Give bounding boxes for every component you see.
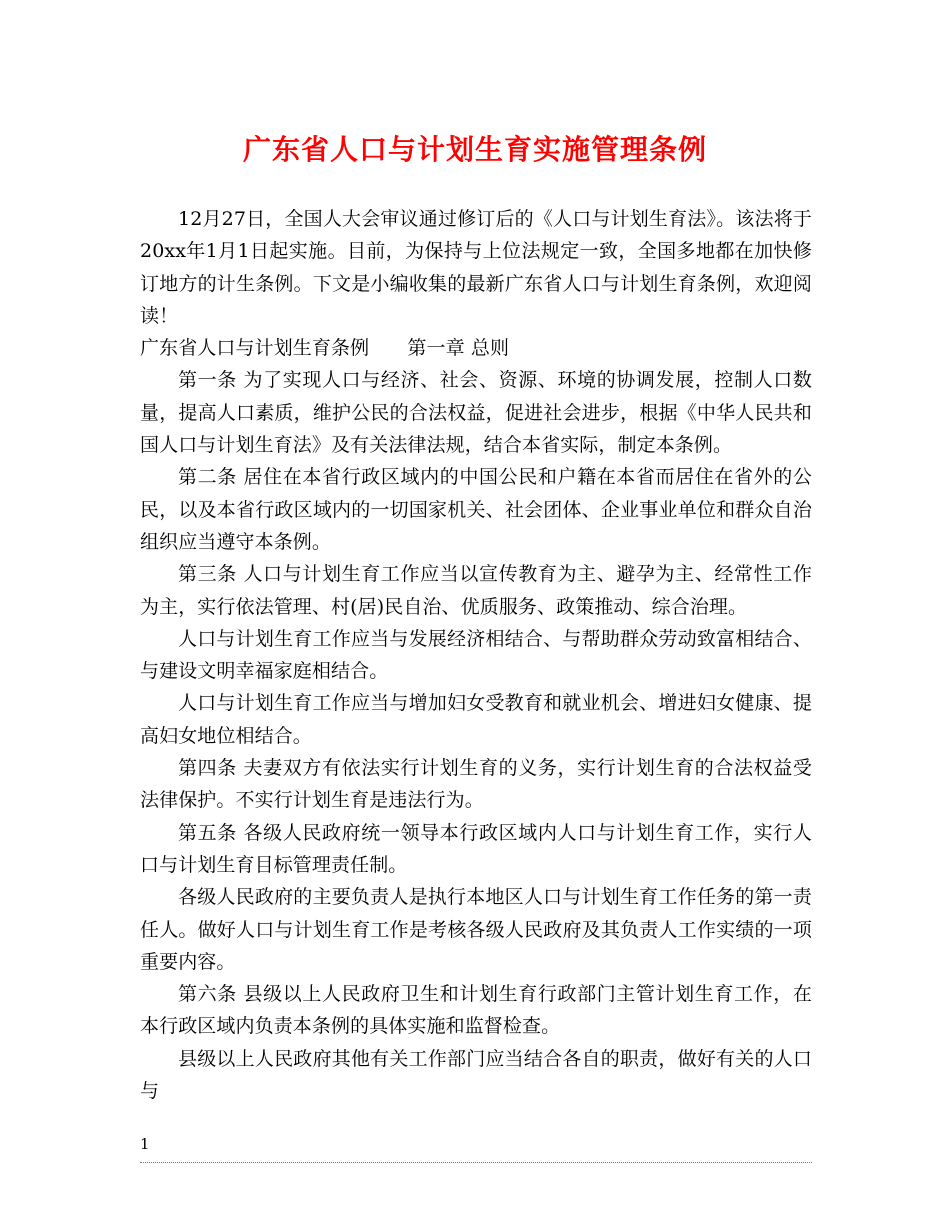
chapter-heading: 广东省人口与计划生育条例 第一章 总则 <box>140 337 510 360</box>
intro-paragraph: 12月27日，全国人大会审议通过修订后的《人口与计划生育法》。该法将于20xx年1月1日起实施。目前，为保持与上位法规定一致，全国多地都在加快修订地方的计生条例。下文是小编收集的最新广东省人口与计划生育条例，欢迎阅读！ <box>140 208 812 327</box>
article-paragraph: 第五条 各级人民政府统一领导本行政区域内人口与计划生育工作，实行人口与计划生育目标管理责任制。 <box>140 821 812 876</box>
article-paragraph: 第六条 县级以上人民政府卫生和计划生育行政部门主管计划生育工作，在本行政区域内负责本条例的具体实施和监督检查。 <box>140 983 812 1038</box>
article-paragraph: 第二条 居住在本省行政区域内的中国公民和户籍在本省而居住在省外的公民，以及本省行政区域内的一切国家机关、社会团体、企业事业单位和群众自治组织应当遵守本条例。 <box>140 466 812 553</box>
article-paragraph: 人口与计划生育工作应当与增加妇女受教育和就业机会、增进妇女健康、提高妇女地位相结合。 <box>140 692 812 747</box>
article-paragraph: 第一条 为了实现人口与经济、社会、资源、环境的协调发展，控制人口数量，提高人口素质，维护公民的合法权益，促进社会进步，根据《中华人民共和国人口与计划生育法》及有关法律法规，结合本省实际，制定本条例。 <box>140 369 812 457</box>
document-body <box>140 203 812 1107</box>
article-paragraph: 第三条 人口与计划生育工作应当以宣传教育为主、避孕为主、经常性工作为主，实行依法管理、村(居)民自治、优质服务、政策推动、综合治理。 <box>140 563 812 618</box>
page-number: 1 <box>140 1135 150 1153</box>
article-paragraph: 第四条 夫妻双方有依法实行计划生育的义务，实行计划生育的合法权益受法律保护。不实行计划生育是违法行为。 <box>140 757 812 812</box>
document-title: 广东省人口与计划生育实施管理条例 <box>242 133 707 166</box>
footer-divider <box>140 1162 812 1163</box>
article-paragraph: 县级以上人民政府其他有关工作部门应当结合各自的职责，做好有关的人口与 <box>140 1047 812 1103</box>
article-paragraph: 各级人民政府的主要负责人是执行本地区人口与计划生育工作任务的第一责任人。做好人口与计划生育工作是考核各级人民政府及其负责人工作实绩的一项重要内容。 <box>140 886 812 973</box>
article-paragraph: 人口与计划生育工作应当与发展经济相结合、与帮助群众劳动致富相结合、与建设文明幸福家庭相结合。 <box>140 627 812 683</box>
